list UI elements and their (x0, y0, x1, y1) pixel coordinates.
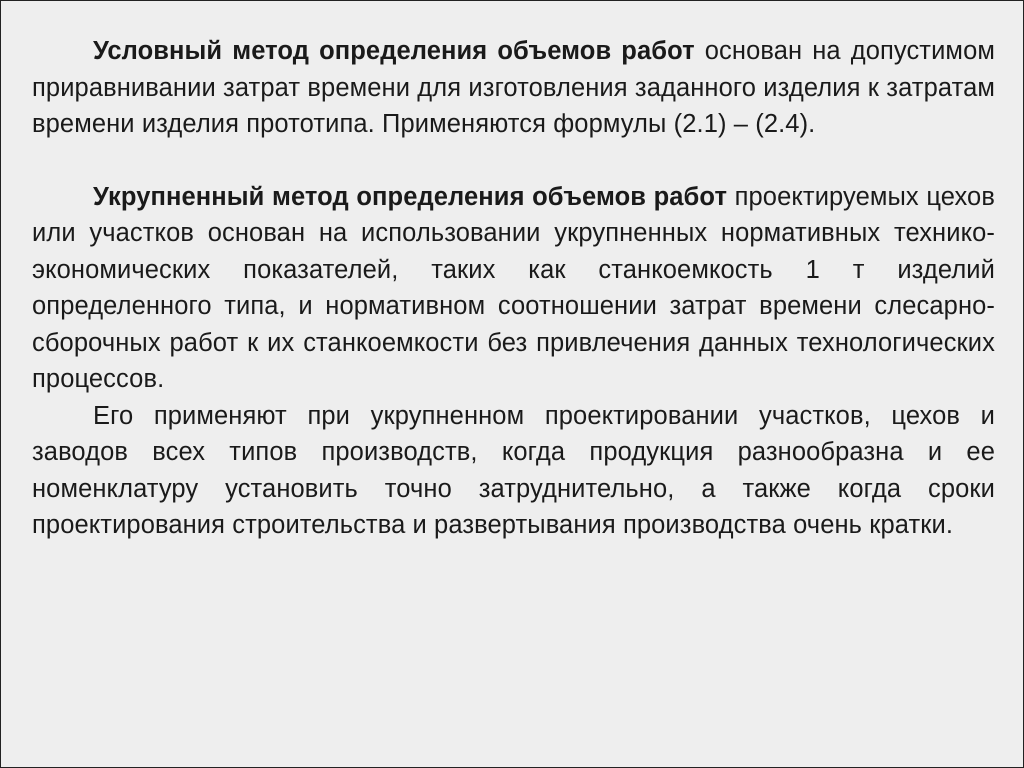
text-block (32, 33, 995, 544)
conditional-method-description: основан на допустимом приравнивании затрат времени для изготовления заданного изделия к затратам времени изделия прототипа. Применяются формулы (2.1) – (2.4). (32, 37, 995, 138)
paragraph-application (32, 398, 995, 544)
paragraph-conditional-method (32, 33, 995, 143)
application-description: Его применяют при укрупненном проектировании участков, цехов и заводов всех типов производств, когда продукция разнообразна и ее номенклатуру установить точно затруднительно, а также когда сроки проектирования строительства и развертывания производства очень кратки. (32, 401, 995, 539)
aggregated-method-description: проектируемых цехов или участков основан на использовании укрупненных нормативных технико-экономических показателей, таких как станкоемкость 1 т изделий определенного типа, и нормативном соотношении затрат времени слесарно-сборочных работ к их станкоемкости без привлечения данных технологических процессов. (32, 182, 995, 393)
paragraph-aggregated-method (32, 179, 995, 398)
conditional-method-term: Условный метод определения объемов работ (93, 37, 695, 65)
aggregated-method-term: Укрупненный метод определения объемов работ (93, 182, 728, 211)
